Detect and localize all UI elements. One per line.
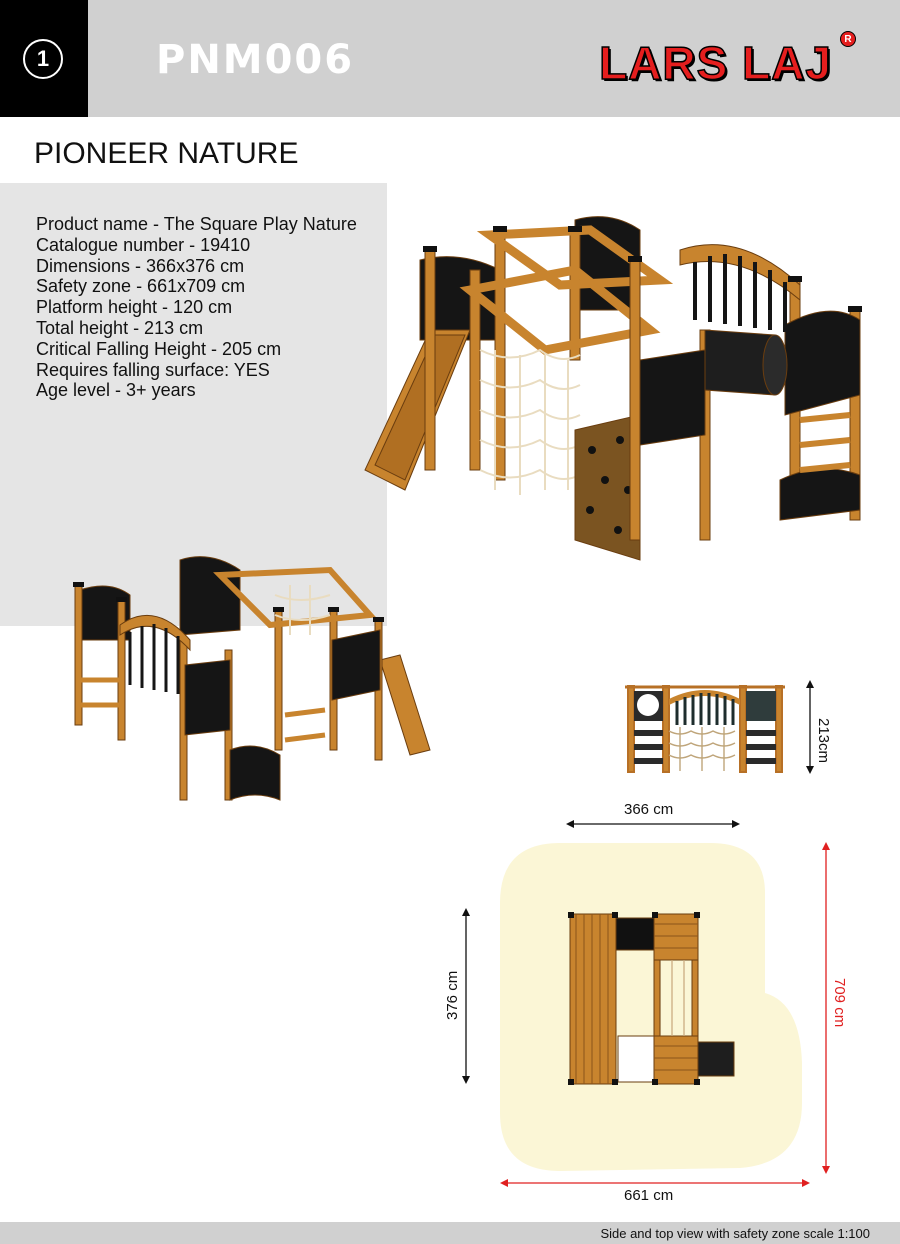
depth-dimension-arrow	[460, 908, 472, 1084]
product-code: PNM006	[156, 37, 355, 83]
footer-caption: Side and top view with safety zone scale 1:100	[600, 1226, 870, 1241]
playset-main-render	[360, 190, 870, 570]
depth-dimension-label: 376 cm	[444, 970, 461, 1020]
page-number-badge: 1	[23, 39, 63, 79]
zone-width-dimension-label: 661 cm	[624, 1187, 674, 1204]
zone-depth-dimension-label: 709 cm	[831, 978, 848, 1028]
spec-total-height: Total height - 213 cm	[36, 317, 204, 338]
side-view-drawing	[625, 683, 785, 775]
spec-product-name: Product name - The Square Play Nature	[36, 214, 357, 234]
registered-mark-icon: R	[840, 31, 856, 47]
brand-logo: LARS LAJ	[599, 37, 832, 89]
spec-dimensions: Dimensions - 366x376 cm	[36, 255, 245, 276]
spec-critical-falling-height: Critical Falling Height - 205 cm	[36, 338, 282, 359]
width-dimension-label: 366 cm	[624, 801, 674, 818]
playset-alt-render	[70, 540, 440, 810]
height-dimension-label: 213cm	[815, 718, 832, 764]
spec-list	[36, 214, 357, 401]
spec-falling-surface: Requires falling surface: YES	[36, 359, 270, 380]
top-view-drawing	[568, 912, 738, 1087]
width-dimension-arrow	[566, 818, 740, 830]
spec-age-level: Age level - 3+ years	[36, 380, 196, 401]
page-title: PIONEER NATURE	[34, 137, 299, 170]
spec-catalogue-number: Catalogue number - 19410	[36, 234, 251, 255]
spec-safety-zone: Safety zone - 661x709 cm	[36, 276, 246, 297]
spec-platform-height: Platform height - 120 cm	[36, 297, 233, 318]
